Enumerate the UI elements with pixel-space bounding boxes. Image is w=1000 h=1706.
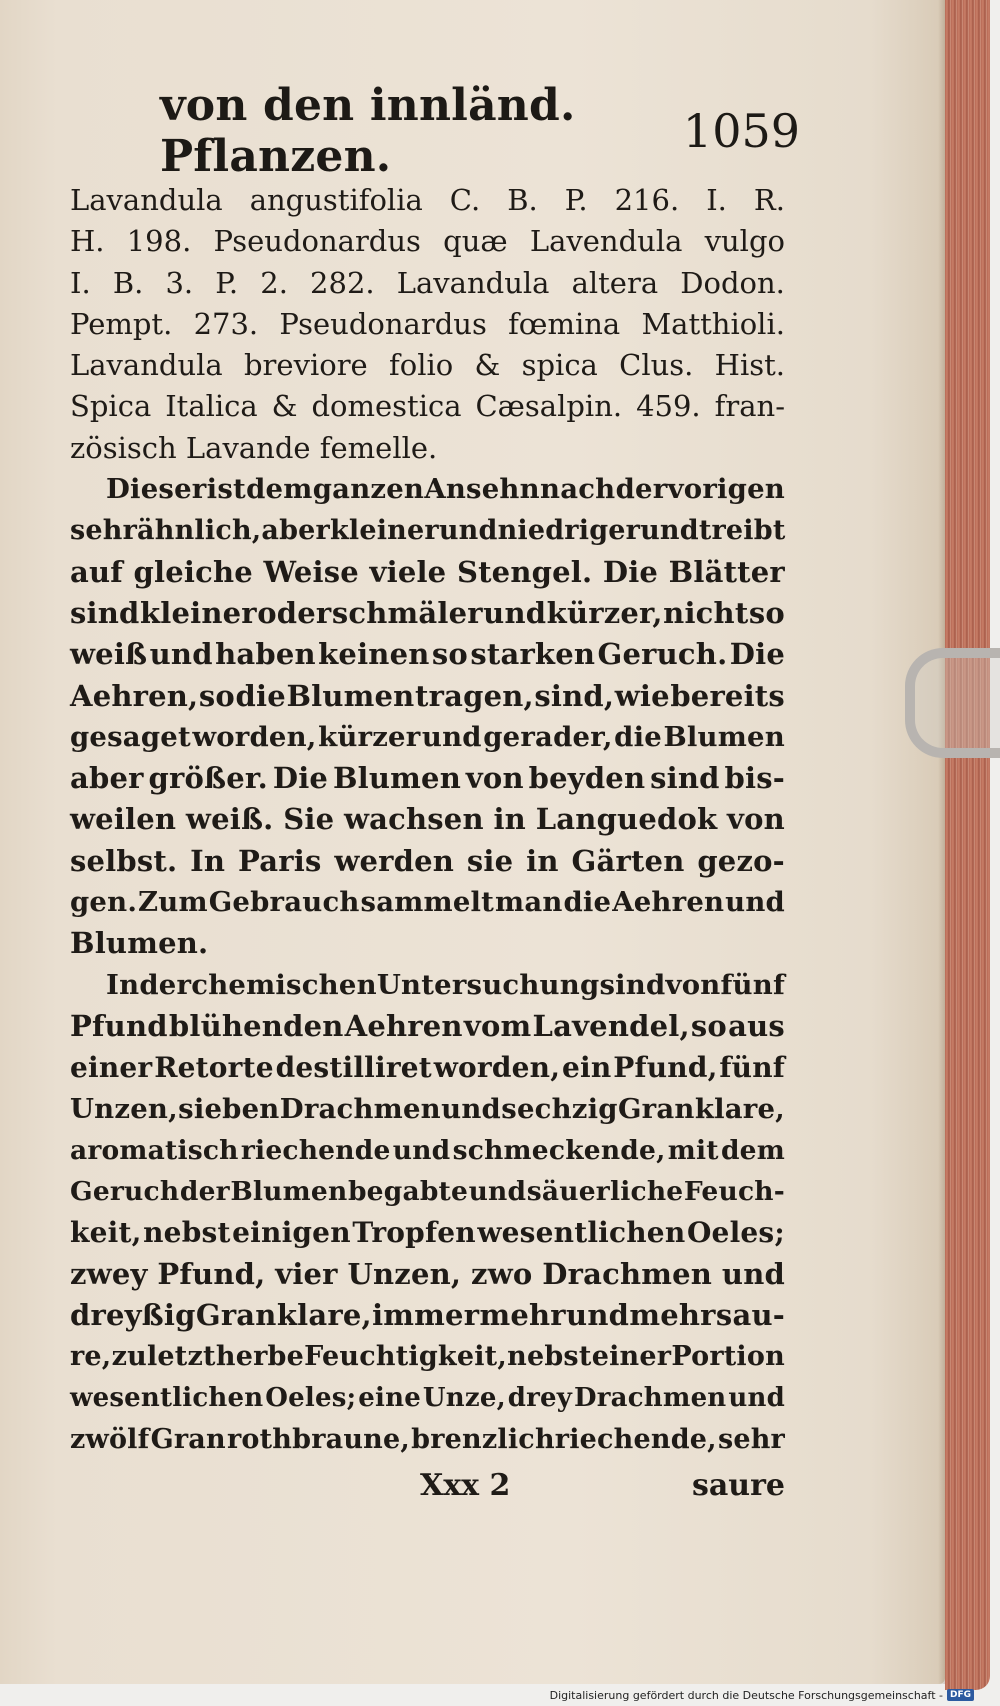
text-line: zösisch Lavande femelle. [70, 430, 438, 465]
text-line: zwey Pfund, vier Unzen, zwo Drachmen und [70, 1256, 785, 1291]
text-line: In der chemischen Untersuchung sind von fünf [106, 968, 785, 1001]
text-line: dreyßig Gran klare, immer mehr und mehr sau- [70, 1298, 785, 1333]
text-line: aromatisch riechende und schmeckende, mit dem [70, 1134, 785, 1166]
text-line: auf gleiche Weise viele Stengel. Die Blätter [70, 554, 785, 589]
running-header [160, 80, 800, 182]
body-text [70, 180, 785, 1460]
text-line: Dieser ist dem ganzen Ansehn nach der vorigen [106, 473, 785, 506]
catchword: saure [691, 1468, 785, 1503]
text-line: einer Retorte destilliret worden, ein Pfund, fünf [70, 1051, 785, 1085]
text-line: H. 198. Pseudonardus quæ Lavendula vulgo [70, 224, 785, 259]
text-line: Aehren, so die Blumen tragen, sind, wie bereits [70, 678, 785, 713]
text-line: Pempt. 273. Pseudonardus fœmina Matthioli. [70, 306, 785, 341]
dfg-logo-icon: DFG [947, 1689, 974, 1701]
text-line: wesentlichen Oeles; eine Unze, drey Drachmen und [70, 1382, 785, 1413]
text-line: zwölf Gran rothbraune, brenzlichriechende, sehr [70, 1423, 785, 1455]
text-line: weiß und haben keinen so starken Geruch. Die [70, 637, 785, 672]
text-line: keit, nebst einigen Tropfen wesentlichen Oeles; [70, 1216, 785, 1250]
text-line: Blumen. [70, 926, 209, 961]
text-line: Lavandula angustifolia C. B. P. 216. I. R. [70, 183, 785, 217]
text-line: Unzen, sieben Drachmen und sechzig Gran klare, [70, 1092, 785, 1125]
page-number: 1059 [682, 104, 800, 158]
page-footer [70, 1468, 785, 1510]
text-line: Geruch der Blumen begabte und säuerliche Feuch- [70, 1176, 785, 1208]
text-line: Spica Italica & domestica Cæsalpin. 459. fran- [70, 389, 785, 424]
text-line: sehr ähnlich, aber kleiner und niedriger und treibt [70, 515, 786, 547]
text-line: aber größer. Die Blumen von beyden sind bis- [70, 761, 785, 796]
page-edges [945, 0, 990, 1690]
text-line: Lavandula breviore folio & spica Clus. Hist. [70, 348, 785, 383]
text-line: I. B. 3. P. 2. 282. Lavandula altera Dodon. [70, 265, 785, 300]
text-line: re, zuletzt herbe Feuchtigkeit, nebst einer Portion [70, 1341, 785, 1373]
signature-mark: Xxx 2 [420, 1468, 511, 1503]
text-line: weilen weiß. Sie wachsen in Languedok von [70, 802, 785, 837]
digitization-credit [550, 1686, 974, 1704]
page-clip [905, 648, 1000, 758]
text-line: gesaget worden, kürzer und gerader, die Blumen [70, 720, 785, 753]
text-line: Pfund blühenden Aehren vom Lavendel, so aus [70, 1008, 785, 1043]
text-line: sind kleiner oder schmäler und kürzer, nicht so [70, 595, 785, 630]
credit-text: Digitalisierung gefördert durch die Deutsche Forschungsgemeinschaft - [549, 1688, 943, 1702]
text-line: selbst. In Paris werden sie in Gärten gezo- [70, 843, 785, 878]
text-line: gen. Zum Gebrauch sammelt man die Aehren und [70, 886, 785, 919]
running-title: von den innländ. Pflanzen. [160, 80, 576, 182]
